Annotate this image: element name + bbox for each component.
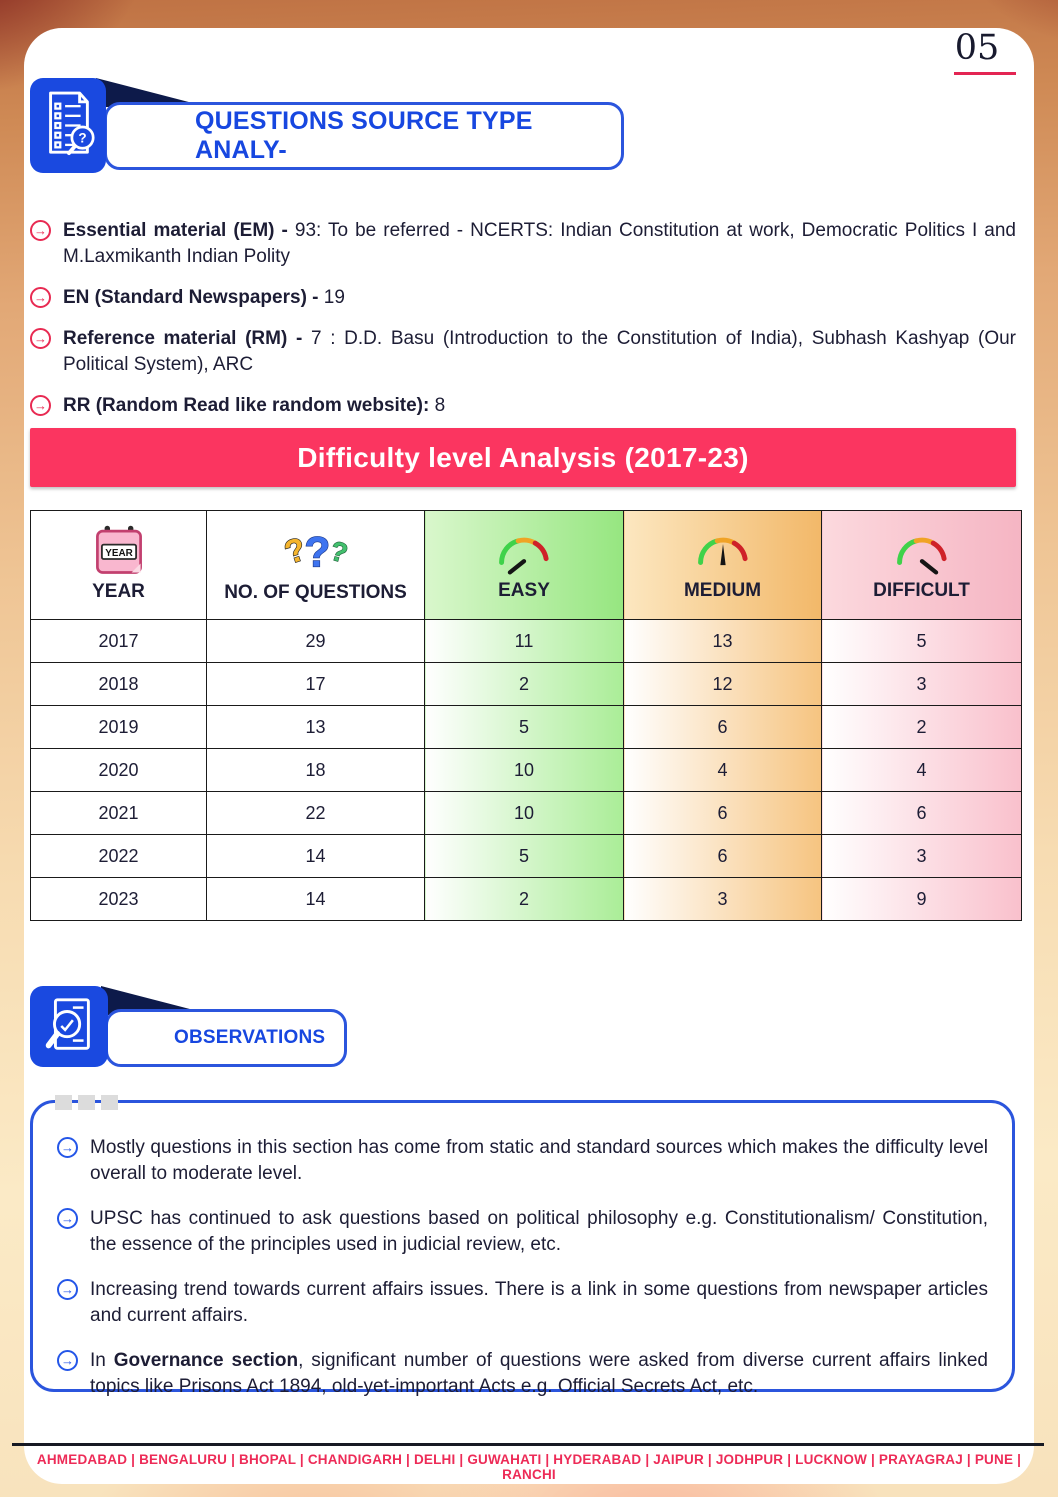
table-row <box>31 835 1022 878</box>
table-cell: 2018 <box>31 663 207 706</box>
table-row <box>31 878 1022 921</box>
table-row <box>31 749 1022 792</box>
difficulty-banner <box>30 428 1016 487</box>
page-number-underline <box>954 72 1016 75</box>
source-list-item <box>30 326 1016 378</box>
table-cell: 2 <box>822 706 1022 749</box>
table-cell: 6 <box>624 792 822 835</box>
table-cell: 3 <box>822 835 1022 878</box>
column-header-medium: MEDIUM <box>624 511 822 620</box>
observation-text: Mostly questions in this section has come from static and standard sources which makes the difficulty level overall to moderate level. <box>90 1137 988 1184</box>
section-title-observations <box>105 1009 347 1067</box>
table-cell: 6 <box>822 792 1022 835</box>
column-header-easy: EASY <box>425 511 624 620</box>
table-cell: 22 <box>207 792 425 835</box>
table-cell: 14 <box>207 878 425 921</box>
source-item-text: RR (Random Read like random website): 8 <box>63 395 446 416</box>
observation-text: Increasing trend towards current affairs issues. There is a link in some questions from newspaper articles and current affairs. <box>90 1279 988 1326</box>
table-cell: 5 <box>822 620 1022 663</box>
table-cell: 2020 <box>31 749 207 792</box>
table-cell: 13 <box>624 620 822 663</box>
document-page <box>24 28 1034 1484</box>
table-cell: 2021 <box>31 792 207 835</box>
source-list-item <box>30 393 1016 419</box>
observation-item <box>57 1348 988 1400</box>
source-list-item <box>30 218 1016 270</box>
table-row <box>31 620 1022 663</box>
table-cell: 4 <box>822 749 1022 792</box>
medium-gauge-icon <box>690 524 756 576</box>
table-cell: 12 <box>624 663 822 706</box>
source-type-list <box>30 218 1016 434</box>
source-list-item <box>30 285 1016 311</box>
source-item-text: Reference material (RM) - 7 : D.D. Basu (Introduction to the Constitution of India), Subhash Kashyap (Our Political System), ARC <box>63 328 1016 375</box>
table-cell: 29 <box>207 620 425 663</box>
arrow-bullet-icon: → <box>30 328 51 349</box>
observation-item <box>57 1206 988 1258</box>
observation-text: UPSC has continued to ask questions based on political philosophy e.g. Constitutionalism/ Constitution, the essence of the principles used in judicial review, etc. <box>90 1208 988 1255</box>
section-title-text: QUESTIONS SOURCE TYPE ANALY- <box>195 107 533 164</box>
decorative-tab <box>55 1095 72 1110</box>
arrow-bullet-icon: → <box>57 1137 78 1158</box>
table-cell: 5 <box>425 706 624 749</box>
table-cell: 6 <box>624 835 822 878</box>
question-marks-icon <box>278 522 354 578</box>
section-title-questions-source <box>104 102 624 170</box>
table-row <box>31 792 1022 835</box>
observations-title-text: OBSERVATIONS <box>174 1027 326 1048</box>
table-cell: 18 <box>207 749 425 792</box>
footer-divider-line <box>12 1443 1044 1446</box>
arrow-bullet-icon: → <box>30 395 51 416</box>
table-cell: 5 <box>425 835 624 878</box>
arrow-bullet-icon: → <box>30 287 51 308</box>
column-header-difficult: DIFFICULT <box>822 511 1022 620</box>
svg-text:?: ? <box>279 529 310 572</box>
difficulty-table <box>30 510 1022 921</box>
svg-text:?: ? <box>78 129 87 145</box>
year-calendar-icon <box>92 523 146 577</box>
table-cell: 14 <box>207 835 425 878</box>
table-cell: 2019 <box>31 706 207 749</box>
arrow-bullet-icon: → <box>57 1279 78 1300</box>
column-header-year: YEAR YEAR <box>31 511 207 620</box>
table-cell: 10 <box>425 792 624 835</box>
banner-title: Difficulty level Analysis (2017-23) <box>297 441 749 473</box>
svg-text:YEAR: YEAR <box>104 547 133 559</box>
observation-item <box>57 1135 988 1187</box>
svg-text:?: ? <box>303 529 330 577</box>
observation-text: In Governance section, significant number of questions were asked from diverse current affairs linked topics like Prisons Act 1894, old-yet-important Acts e.g. Official Secrets Act, etc. <box>90 1350 988 1397</box>
source-item-text: EN (Standard Newspapers) - 19 <box>63 287 345 308</box>
arrow-bullet-icon: → <box>57 1350 78 1371</box>
table-cell: 9 <box>822 878 1022 921</box>
decorative-tab <box>101 1095 118 1110</box>
table-cell: 6 <box>624 706 822 749</box>
observation-item <box>57 1277 988 1329</box>
table-cell: 2 <box>425 663 624 706</box>
questions-document-icon <box>30 78 106 173</box>
svg-text:?: ? <box>326 535 351 569</box>
table-cell: 3 <box>624 878 822 921</box>
table-row <box>31 706 1022 749</box>
footer-city-list: AHMEDABAD | BENGALURU | BHOPAL | CHANDIGARH | DELHI | GUWAHATI | HYDERABAD | JAIPUR | JODHPUR | LUCKNOW | PRAYAGRAJ | PUNE | RANCHI <box>36 1452 1022 1482</box>
table-cell: 11 <box>425 620 624 663</box>
page-number: 05 <box>954 28 1000 68</box>
easy-gauge-icon <box>491 524 557 576</box>
table-cell: 2017 <box>31 620 207 663</box>
table-header-row <box>31 511 1022 620</box>
column-header-questions: ? ? ? NO. OF QUESTIONS <box>207 511 425 620</box>
table-cell: 10 <box>425 749 624 792</box>
table-row <box>31 663 1022 706</box>
table-cell: 17 <box>207 663 425 706</box>
table-cell: 2023 <box>31 878 207 921</box>
arrow-bullet-icon: → <box>57 1208 78 1229</box>
difficult-gauge-icon <box>889 524 955 576</box>
observations-box <box>30 1100 1015 1397</box>
table-cell: 3 <box>822 663 1022 706</box>
table-cell: 4 <box>624 749 822 792</box>
table-cell: 2 <box>425 878 624 921</box>
observations-magnifier-icon <box>30 986 108 1067</box>
arrow-bullet-icon: → <box>30 220 51 241</box>
observations-list <box>57 1135 988 1400</box>
source-item-text: Essential material (EM) - 93: To be referred - NCERTS: Indian Constitution at work, Democratic Politics I and M.Laxmikanth Indian Polity <box>63 220 1016 267</box>
decorative-tab <box>78 1095 95 1110</box>
table-cell: 2022 <box>31 835 207 878</box>
table-cell: 13 <box>207 706 425 749</box>
